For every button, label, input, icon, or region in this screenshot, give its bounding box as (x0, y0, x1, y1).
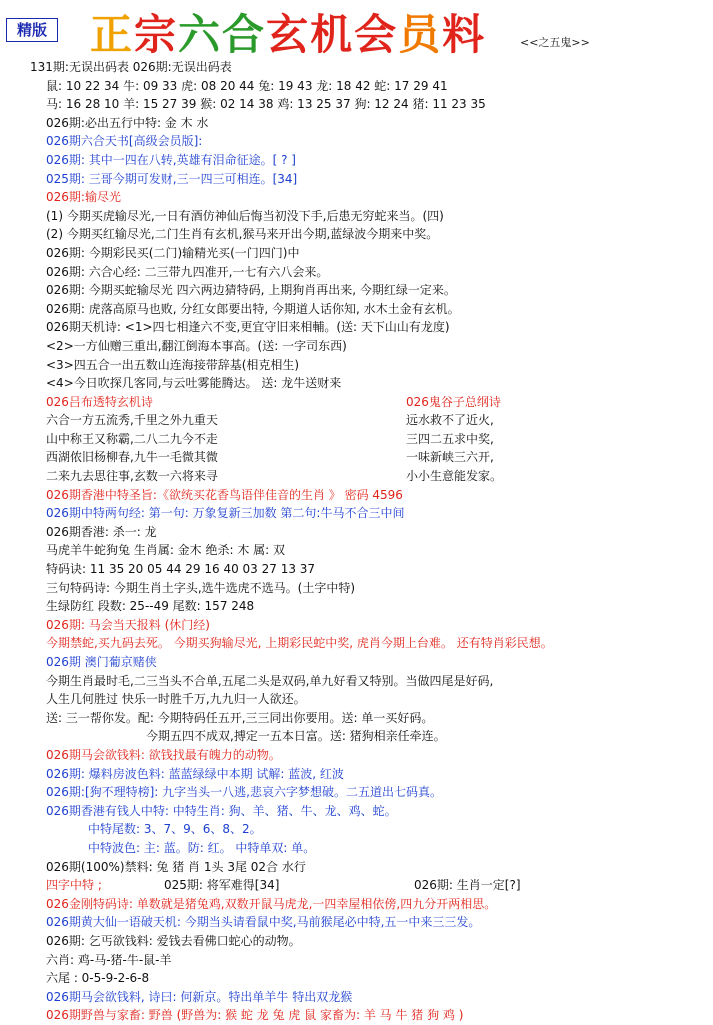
text-line: 六肖: 鸡-马-猪-牛-鼠-羊 (46, 952, 172, 967)
page-title (90, 2, 486, 62)
text-line: 六尾 : 0-5-9-2-6-8 (46, 971, 150, 986)
text-line: 026金刚特码诗: 单数就是猪兔鸡,双数开鼠马虎龙,一四幸屋相依傍,四九分开两相思。 (46, 896, 497, 911)
text-line: 马虎羊牛蛇狗兔 生肖属: 金木 绝杀: 木 属: 双 (46, 543, 286, 558)
text-line: <4>今日吹探几客同,与云吐雾能腾达。 送: 龙牛送财来 (46, 376, 342, 391)
text-line: 生绿防红 段数: 25--49 尾数: 157 248 (46, 599, 255, 614)
text-line: <2>一方仙赠三重出,翻江倒海本事高。(送: 一字司东西) (46, 338, 347, 353)
text-line: 026期:必出五行中特: 金 木 水 (46, 115, 209, 130)
text-line (46, 411, 706, 430)
text-line (46, 467, 706, 486)
text-line: 026期香港有钱人中特: 中特生肖: 狗、羊、猪、牛、龙、鸡、蛇。 (46, 803, 397, 818)
poem-left: 西湖侬旧杨柳春,九牛一毛微其微 (46, 450, 218, 465)
poem-right: 一味新峡三六开, (406, 450, 494, 465)
text-line: 马: 16 28 10 羊: 15 27 39 猴: 02 14 38 鸡: 13 25 37 狗: 12 24 猪: 11 23 35 (46, 97, 486, 112)
poem-left: 026吕布透特玄机诗 (46, 394, 153, 409)
text-line: 026期香港: 杀一: 龙 (46, 524, 157, 539)
title-char: 机 (310, 10, 355, 59)
text-line: 131期:无误出码表 026期:无误出码表 (30, 60, 232, 74)
text-line: 026期黄大仙一语破天机: 今期当头请看鼠中奖,马前猴尾必中特,五一中来三三发。 (46, 915, 481, 930)
text-line: 中特尾数: 3、7、9、6、8、2。 (88, 822, 262, 837)
poem-left: 二来九去思往事,玄数一六将来寻 (46, 469, 218, 484)
title-char: 六 (178, 10, 223, 59)
text-line: 送: 三一帮你发。配: 今期特码任五开,三三同出你要用。送: 单一买好码。 (46, 710, 434, 725)
title-char: 正 (90, 10, 135, 59)
title-char: 合 (222, 10, 267, 59)
text-line: (2) 今期买红输尽光,二门生肖有玄机,猴马来开出今期,蓝绿波今期来中奖。 (46, 227, 439, 242)
text-line: 中特波色: 主: 蓝。防: 红。 中特单双: 单。 (88, 840, 316, 855)
text-line: 026期中特两句经: 第一句: 万象复新三加数 第二句:牛马不合三中间 (46, 506, 405, 521)
text-line: 026期: 六合心经: 二三带九四准开,一七有六八会来。 (46, 264, 329, 279)
title-char: 宗 (134, 10, 179, 59)
title-char: 料 (442, 10, 487, 59)
text-line: 026期马会欲钱料: 欲钱找最有魄力的动物。 (46, 747, 281, 762)
text-line: 今期五四不成双,搏定一五本日富。送: 猪狗相亲任牵连。 (146, 729, 446, 744)
text-line (46, 876, 706, 895)
poem-right: 026鬼谷子总纲诗 (406, 394, 501, 409)
title-char: 玄 (266, 10, 311, 59)
document-body (30, 58, 706, 1025)
text-line: 026期天机诗: <1>四七相逢六不变,更宜守旧来相輔。(送: 天下山山有龙度) (46, 320, 450, 335)
line-part: 四字中特 ; (46, 878, 102, 893)
title-char: 会 (354, 10, 399, 59)
text-line: <3>四五合一出五数山连海接带辞基(相克相生) (46, 357, 300, 372)
title-char: 员 (398, 10, 443, 59)
text-line: 026期: 今期彩民买(二门)输精光买(一门四门)中 (46, 245, 300, 260)
text-line: 026期马会欲钱料, 诗曰: 何新京。特出单羊牛 特出双龙猴 (46, 989, 353, 1004)
page-subtitle: <<之五鬼>> (520, 36, 590, 49)
poem-right: 小小生意能发家。 (406, 469, 503, 484)
text-line: 026期香港中特圣旨:《欲统买花香鸟语伴佳音的生肖 》 密码 4596 (46, 487, 403, 502)
poem-left: 山中称王又称霸,二八二九今不走 (46, 431, 218, 446)
text-line: 人生几何胜过 快乐一时胜千万,九九归一人欲还。 (46, 692, 306, 707)
text-line: 026期: 今期买蛇输尽光 四六两边猜特码, 上期狗肖再出来, 今期红绿一定来。 (46, 283, 456, 298)
poem-left: 六合一方五流秀,千里之外九重天 (46, 413, 218, 428)
poem-right: 三四二五求中奖, (406, 431, 494, 446)
text-line: 026期野兽与家畜: 野兽 (野兽为: 猴 蛇 龙 兔 虎 鼠 家畜为: 羊 马 牛 猪 狗 鸡 ) (46, 1008, 464, 1023)
text-line: 026期: 乞丐欲钱料: 爱钱去看佛口蛇心的动物。 (46, 933, 301, 948)
text-line: 026期:[狗不理特榜]: 九字当头一八逃,悲哀六字梦想破。二五道出七码真。 (46, 785, 442, 800)
line-part: 026期: 生肖一定[?] (414, 878, 521, 893)
text-line: 特码诀: 11 35 20 05 44 29 16 40 03 27 13 37 (46, 562, 316, 577)
edition-badge: 精版 (6, 18, 58, 42)
text-line: 今期生肖最时毛,二三当头不合单,五尾二头是双码,单九好看又特别。当做四尾是好码, (46, 673, 494, 688)
text-line: 026期: 马会当天报料 (休门经) (46, 617, 210, 632)
text-line: 026期 澳门葡京赌侠 (46, 655, 157, 669)
text-line: 026期六合天书[高级会员版]: (46, 134, 203, 149)
text-line: 026期(100%)禁料: 兔 猪 肖 1头 3尾 02合 水行 (46, 859, 306, 874)
poem-right: 远水救不了近火, (406, 413, 494, 428)
text-line: 026期: 爆料房波色料: 蓝蓝绿绿中本期 试解: 蓝波, 红波 (46, 766, 344, 781)
text-line (46, 448, 706, 467)
text-line: (1) 今期买虎输尽光,一日有酒仿神仙后悔当初没下手,后患无穷蛇来当。(四) (46, 208, 444, 223)
text-line (46, 393, 706, 412)
line-part: 025期: 将军难得[34] (164, 878, 280, 893)
text-line (46, 430, 706, 449)
text-line: 鼠: 10 22 34 牛: 09 33 虎: 08 20 44 兔: 19 43 龙: 18 42 蛇: 17 29 41 (46, 78, 448, 93)
text-line: 三句特码诗: 今期生肖土字头,选牛选虎不选马。(土字中特) (46, 580, 356, 595)
text-line: 025期: 三哥今期可发财,三一四三可相连。[34] (46, 171, 298, 186)
text-line: 026期:输尽光 (46, 190, 121, 205)
text-line: 今期禁蛇,买九码去死。 今期买狗输尽光, 上期彩民蛇中奖, 虎肖今期上台难。 还有特肖彩民想。 (46, 636, 553, 651)
text-line: 026期: 虎落高原马也败, 分红女郎要出特, 今期道人话你知, 水木土金有玄机。 (46, 301, 460, 316)
text-line: 026期: 其中一四在八转,英雄有泪命征途。[ ? ] (46, 152, 296, 167)
header (0, 0, 713, 58)
